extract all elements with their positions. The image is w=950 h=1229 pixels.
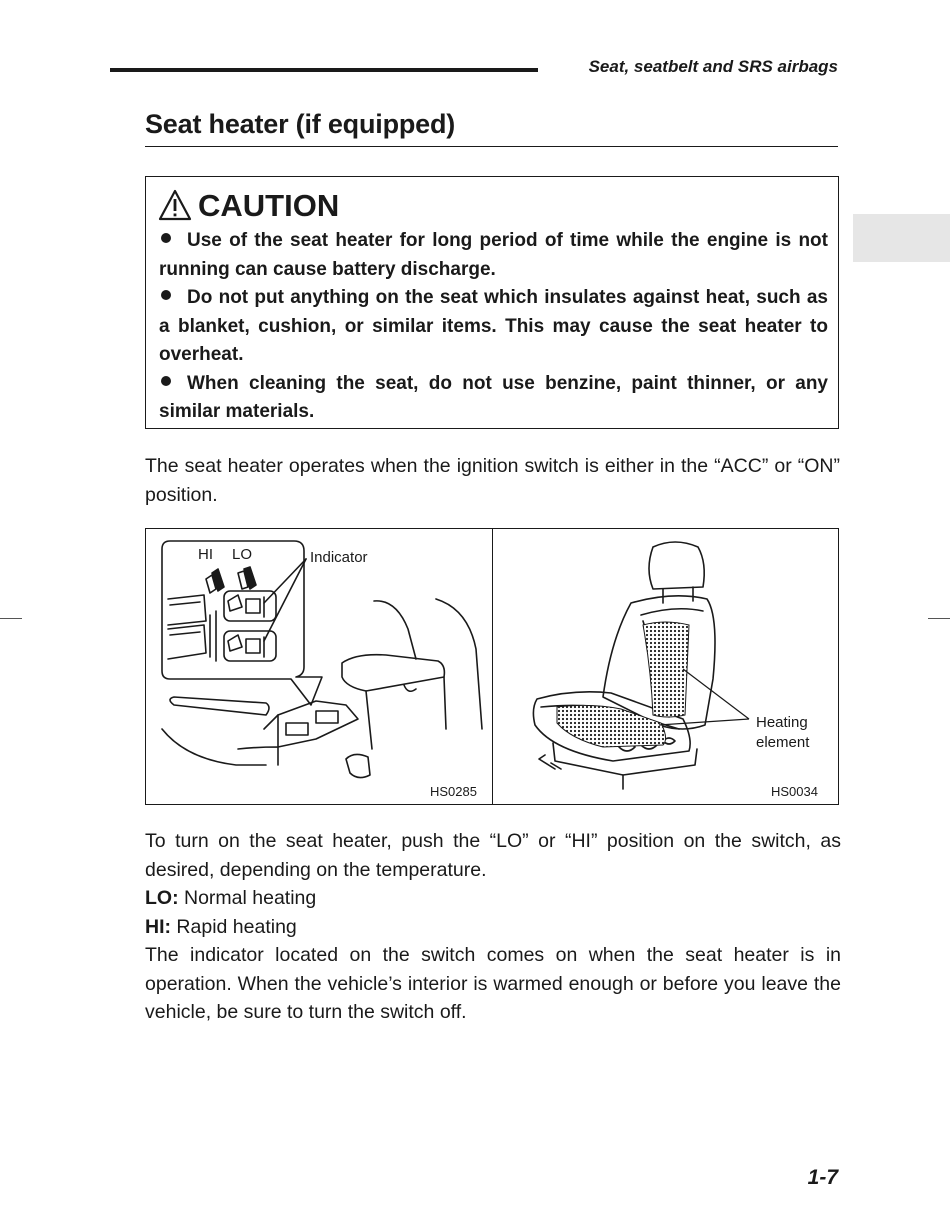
- running-head: Seat, seatbelt and SRS airbags: [588, 57, 838, 76]
- caution-item: [159, 227, 828, 284]
- operation-paragraph: The seat heater operates when the ignition switch is either in the “ACC” or “ON” position.: [145, 455, 840, 506]
- figure-code-left: HS0285: [430, 784, 477, 799]
- bullet-icon: [161, 376, 171, 386]
- crop-mark-right: [928, 618, 950, 619]
- section-tab-marker: [853, 214, 950, 262]
- caution-list: [159, 227, 828, 427]
- hi-term: HI:: [145, 915, 171, 938]
- label-heating: Heating: [756, 714, 808, 731]
- caution-item-text: When cleaning the seat, do not use benzine, paint thinner, or any similar materials.: [159, 372, 828, 422]
- bullet-icon: [161, 290, 171, 300]
- caution-header: [158, 189, 339, 221]
- caution-item: [159, 370, 828, 427]
- instructions-block: [145, 827, 841, 1027]
- heating-element-seat: [557, 705, 666, 747]
- lo-term: LO:: [145, 887, 179, 909]
- indicator-paragraph: The indicator located on the switch comes on when the seat heater is in operation. When the vehicle’s interior is warmed enough or before you leave the vehicle, be sure to turn the switch off.: [145, 944, 841, 1023]
- lo-description: Normal heating: [178, 887, 317, 909]
- label-indicator: Indicator: [310, 549, 368, 566]
- caution-box: [145, 176, 839, 429]
- figure-panel: [145, 528, 839, 805]
- switch-illustration: [146, 529, 492, 804]
- lo-definition: [145, 884, 841, 913]
- bullet-icon: [161, 233, 171, 243]
- heating-element-back: [643, 622, 689, 717]
- caution-title: CAUTION: [198, 188, 340, 223]
- caution-item-text: Use of the seat heater for long period of time while the engine is not running can cause battery discharge.: [159, 230, 828, 280]
- seat-illustration: [493, 529, 838, 804]
- label-lo: LO: [232, 546, 253, 563]
- label-hi: HI: [198, 546, 213, 563]
- hi-description: Rapid heating: [171, 915, 297, 938]
- section-title: Seat heater (if equipped): [145, 109, 456, 139]
- label-element: element: [756, 734, 810, 751]
- title-rule: [145, 146, 838, 147]
- caution-item-text: Do not put anything on the seat which insulates against heat, such as a blanket, cushion, or similar items. This may cause the seat heater to overheat.: [159, 287, 828, 365]
- instructions-intro: To turn on the seat heater, push the “LO” or “HI” position on the switch, as desired, depending on the temperature.: [145, 830, 841, 881]
- crop-mark-left: [0, 618, 22, 619]
- figure-code-right: HS0034: [771, 784, 818, 799]
- hi-definition: [145, 913, 841, 942]
- caution-item: [159, 284, 828, 370]
- warning-triangle-icon: [158, 189, 192, 221]
- header-rule: [110, 68, 538, 72]
- page-number: 1-7: [807, 1166, 838, 1189]
